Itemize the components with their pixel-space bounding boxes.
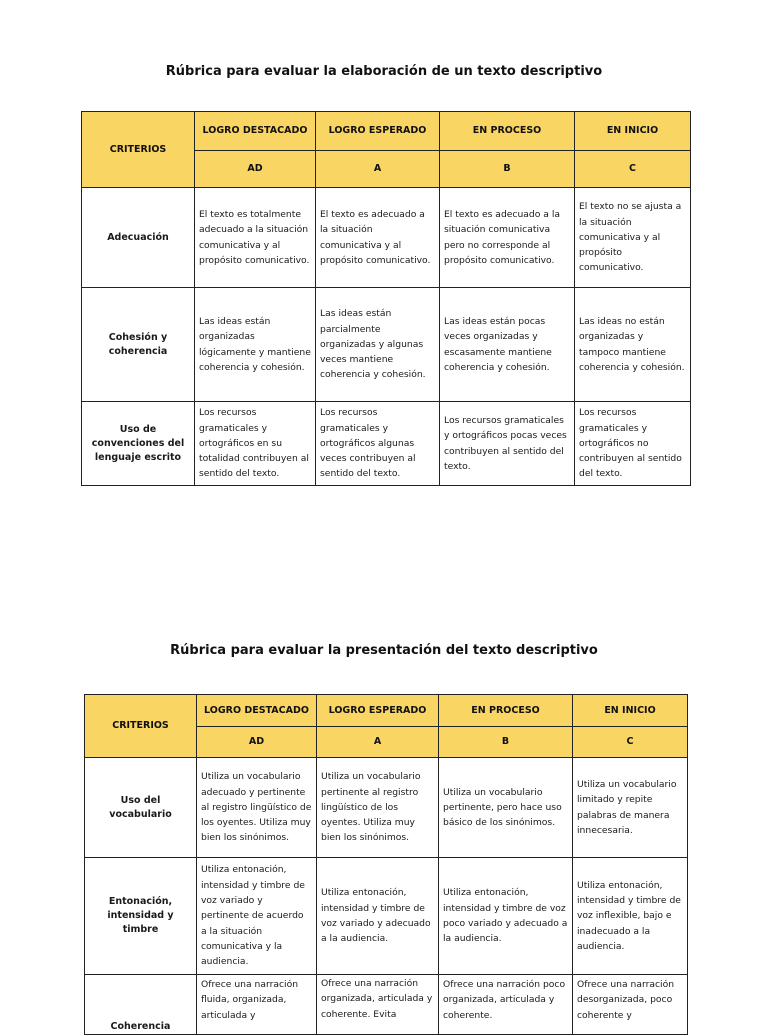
level-code: C [573,727,688,758]
descriptor-cell: Ofrece una narración organizada, articulada y coherente. Evita [317,975,439,1035]
level-code: C [575,151,691,188]
criterion-label: Adecuación [82,188,195,288]
descriptor-cell: El texto es totalmente adecuado a la situación comunicativa y al propósito comunicativo. [195,188,316,288]
descriptor-cell: Utiliza entonación, intensidad y timbre de voz inflexible, bajo e inadecuado a la audiencia. [573,858,688,975]
criteria-header: CRITERIOS [85,695,197,758]
level-header: EN PROCESO [439,695,573,727]
descriptor-cell: Los recursos gramaticales y ortográficos no contribuyen al sentido del texto. [575,402,691,486]
table-row [85,858,688,975]
descriptor-cell: El texto no se ajusta a la situación comunicativa y al propósito comunicativo. [575,188,691,288]
descriptor-cell: Las ideas están parcialmente organizadas y algunas veces mantiene coherencia y cohesión. [316,288,440,402]
level-header: EN PROCESO [440,112,575,151]
descriptor-cell: Utiliza entonación, intensidad y timbre de voz variado y pertinente de acuerdo a la situación comunicativa y la audiencia. [197,858,317,975]
table-row [85,975,688,1035]
level-header: EN INICIO [575,112,691,151]
table-row [82,402,691,486]
rubric2-table [84,694,688,1035]
descriptor-cell: Utiliza entonación, intensidad y timbre de voz variado y adecuado a la audiencia. [317,858,439,975]
descriptor-cell: Ofrece una narración fluida, organizada, articulada y [197,975,317,1035]
level-header: EN INICIO [573,695,688,727]
criterion-label: Uso de convenciones del lenguaje escrito [82,402,195,486]
level-header: LOGRO DESTACADO [195,112,316,151]
level-code: A [316,151,440,188]
level-code: A [317,727,439,758]
descriptor-cell: Ofrece una narración poco organizada, articulada y coherente. [439,975,573,1035]
level-header: LOGRO ESPERADO [317,695,439,727]
level-code: AD [195,151,316,188]
criterion-label: Cohesión y coherencia [82,288,195,402]
descriptor-cell: Utiliza un vocabulario pertinente, pero hace uso básico de los sinónimos. [439,758,573,858]
rubric1-title: Rúbrica para evaluar la elaboración de un texto descriptivo [165,64,603,79]
criterion-label: Coherencia [85,975,197,1035]
descriptor-cell: Utiliza un vocabulario pertinente al registro lingüístico de los oyentes. Utiliza muy bien los sinónimos. [317,758,439,858]
criterion-label: Uso del vocabulario [85,758,197,858]
descriptor-cell: Utiliza un vocabulario limitado y repite palabras de manera innecesaria. [573,758,688,858]
rubric1-table [81,111,691,486]
level-code: B [440,151,575,188]
level-code: B [439,727,573,758]
level-header: LOGRO DESTACADO [197,695,317,727]
descriptor-cell: Los recursos gramaticales y ortográficos pocas veces contribuyen al sentido del texto. [440,402,575,486]
table-row [82,288,691,402]
level-code: AD [197,727,317,758]
descriptor-cell: Las ideas no están organizadas y tampoco mantiene coherencia y cohesión. [575,288,691,402]
descriptor-cell: Los recursos gramaticales y ortográficos algunas veces contribuyen al sentido del texto. [316,402,440,486]
descriptor-cell: Utiliza un vocabulario adecuado y pertinente al registro lingüístico de los oyentes. Utiliza muy bien los sinónimos. [197,758,317,858]
descriptor-cell: El texto es adecuado a la situación comunicativa y al propósito comunicativo. [316,188,440,288]
criteria-header: CRITERIOS [82,112,195,188]
table-row [82,188,691,288]
table-row [85,758,688,858]
descriptor-cell: Las ideas están organizadas lógicamente y mantiene coherencia y cohesión. [195,288,316,402]
descriptor-cell: Utiliza entonación, intensidad y timbre de voz poco variado y adecuado a la audiencia. [439,858,573,975]
descriptor-cell: Las ideas están pocas veces organizadas y escasamente mantiene coherencia y cohesión. [440,288,575,402]
descriptor-cell: Ofrece una narración desorganizada, poco coherente y [573,975,688,1035]
descriptor-cell: Los recursos gramaticales y ortográficos en su totalidad contribuyen al sentido del texto. [195,402,316,486]
criterion-label: Entonación, intensidad y timbre [85,858,197,975]
level-header: LOGRO ESPERADO [316,112,440,151]
descriptor-cell: El texto es adecuado a la situación comunicativa pero no corresponde al propósito comunicativo. [440,188,575,288]
rubric2-title: Rúbrica para evaluar la presentación del texto descriptivo [170,643,598,658]
